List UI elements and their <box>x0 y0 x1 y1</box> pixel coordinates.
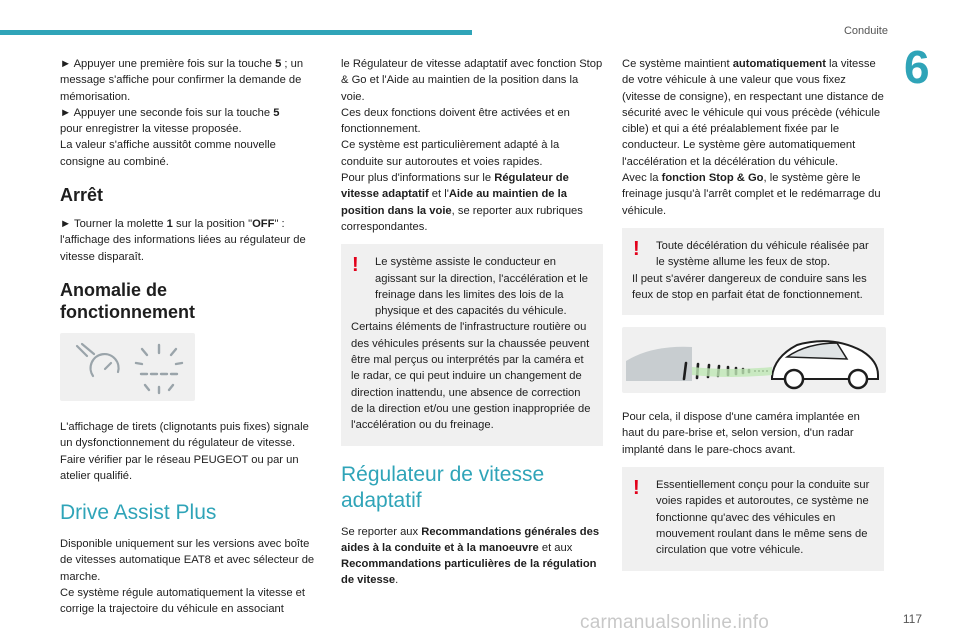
warning-text: Toute décélération du véhicule réalisée par le système allume les feux de stop. Il peut s'avérer dangereux de conduire sans les feux de stop en parfait état de fonctionnement. <box>632 239 869 301</box>
paragraph: Ce système maintient automatiquement la vitesse de votre véhicule à une valeur que vous fixez (vitesse de consigne), en respectant une distance de sécurité avec le véhicule qui vous précède (véhicule cible) et qui a été préalablement fixée par le conducteur. Le système gère automatiquement l'accélération et la décélération du véhicule. Avec la fonction Stop & Go, le système gère le freinage jusqu'à l'arrêt complet et le redémarrage du véhicule. <box>622 58 884 217</box>
adaptive-cruise-illustration <box>622 327 886 393</box>
chapter-number: 6 <box>904 41 930 93</box>
warning-exclamation-icon: ! <box>633 477 640 500</box>
section-title: Conduite <box>843 25 888 37</box>
cruise-fault-illustration <box>60 333 195 401</box>
header-accent-bar <box>0 30 472 35</box>
heading-anomalie: Anomalie de fonctionnement <box>60 279 195 322</box>
column-2 <box>341 56 603 598</box>
paragraph: Pour cela, il dispose d'une caméra implantée en haut du pare-brise et, selon version, d'un radar implanté dans le pare-chocs avant. <box>622 411 860 456</box>
page-number: 117 <box>902 612 922 626</box>
heading-arret: Arrêt <box>60 185 104 206</box>
cruise-fault-icon <box>60 333 195 401</box>
paragraph: Disponible uniquement sur les versions avec boîte de vitesses automatique EAT8 et avec sélecteur de marche. Ce système régule automatiquement la vitesse et corrige la trajectoire du véhicule en associant <box>60 538 315 616</box>
warning-box <box>341 244 603 445</box>
warning-text: Le système assiste le conducteur en agissant sur la direction, l'accélération et le freinage dans les limites des lois de la physique et des capacités du véhicule. Certains éléments de l'infrastructure routière ou des véhicules présents sur la chaussée peuvent être mal perçus ou interprétés par la caméra et le radar, ce qui peut induire un changement de direction inattendu, une absence de correction de la direction et/ou une gestion inappropriée de l'accélération ou du freinage. <box>351 256 591 432</box>
paragraph: ► Tourner la molette 1 sur la position "OFF" : l'affichage des informations liées au régulateur de vitesse disparaît. <box>60 218 306 263</box>
column-1 <box>60 56 322 627</box>
paragraph: ► Appuyer une première fois sur la touche 5 ; un message s'affiche pour confirmer la demande de mémorisation. ► Appuyer une seconde fois sur la touche 5 pour enregistrer la vitesse proposée. La valeur s'affiche aussitôt comme nouvelle consigne au combiné. <box>60 58 304 168</box>
column-3 <box>622 56 884 583</box>
paragraph: Se reporter aux Recommandations générales des aides à la conduite et à la manoeuvre et aux Recommandations particulières de la régulation de vitesse. <box>341 525 600 587</box>
heading-drive-assist: Drive Assist Plus <box>60 501 217 525</box>
adaptive-cruise-car-icon <box>622 327 886 393</box>
watermark: carmanualsonline.info <box>580 612 770 633</box>
heading-rva: Régulateur de vitesse adaptatif <box>341 462 545 512</box>
warning-exclamation-icon: ! <box>633 237 640 260</box>
paragraph: L'affichage de tirets (clignotants puis fixes) signale un dysfonctionnement du régulateur de vitesse. Faire vérifier par le réseau PEUGEOT ou par un atelier qualifié. <box>60 420 309 482</box>
warning-exclamation-icon: ! <box>352 254 359 277</box>
warning-text: Essentiellement conçu pour la conduite sur voies rapides et autoroutes, ce système ne fonctionne qu'avec des véhicules en mouvement roulant dans le même sens de circulation que votre véhicule. <box>656 479 870 557</box>
warning-box <box>622 228 884 315</box>
warning-box <box>622 467 884 570</box>
paragraph: le Régulateur de vitesse adaptatif avec fonction Stop & Go et l'Aide au maintien de la position dans la voie. Ces deux fonctions doivent être activées et en fonctionnement. Ce système est particulièrement adapté à la conduite sur autoroutes et voies rapides. Pour plus d'informations sur le Régulateur de vitesse adaptatif et l'Aide au maintien de la position dans la voie, se reporter aux rubriques correspondantes. <box>341 58 603 233</box>
